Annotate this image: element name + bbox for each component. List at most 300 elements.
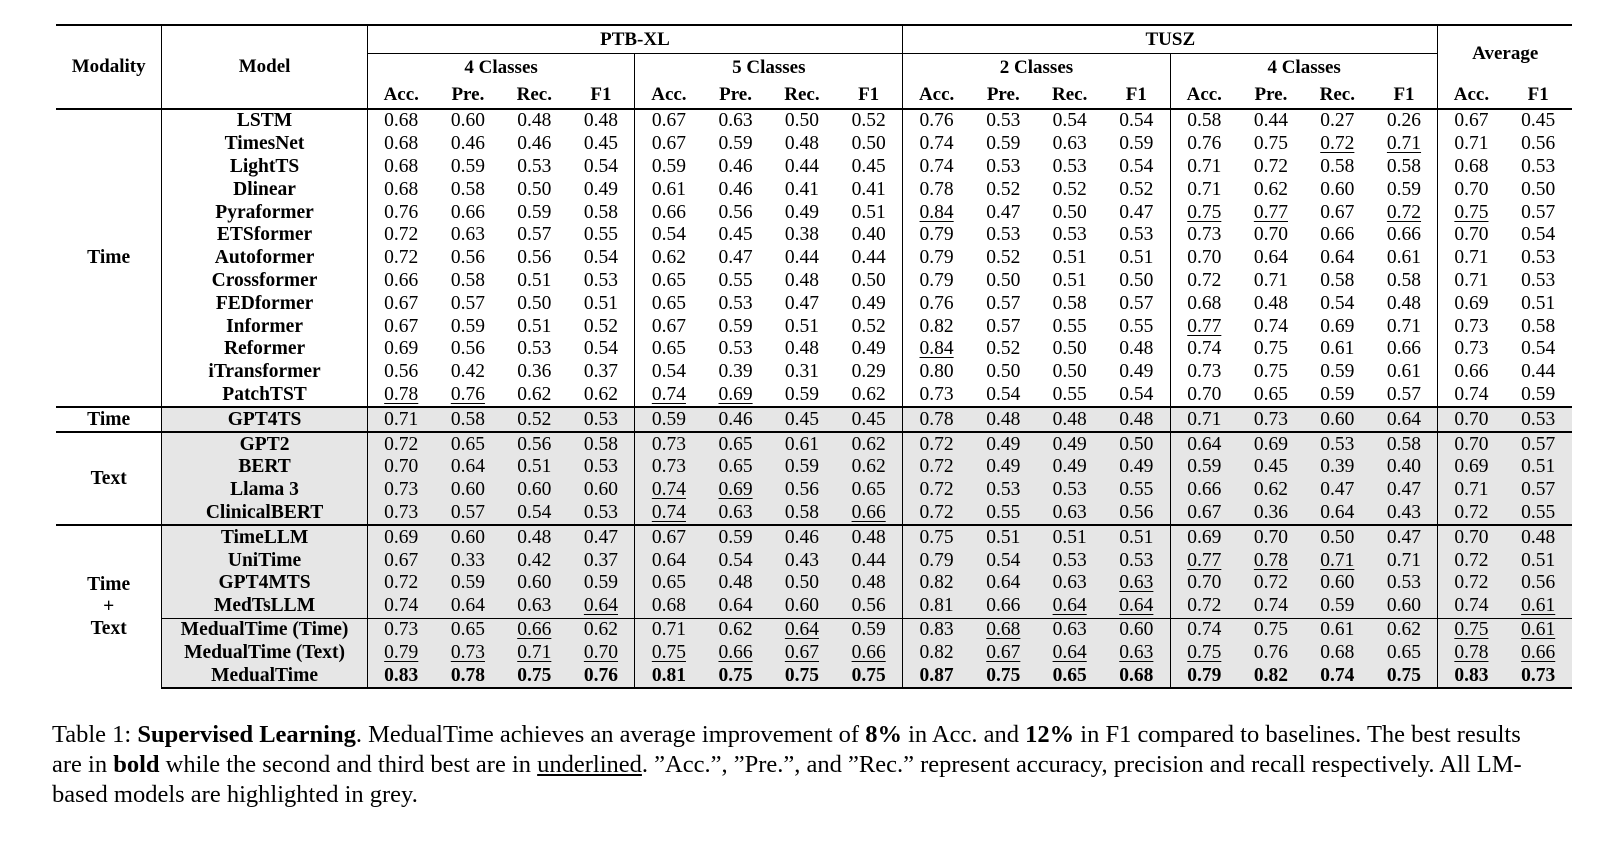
value-cell bbox=[1438, 618, 1504, 641]
value-text: 0.62 bbox=[718, 618, 753, 640]
value-text: 0.59 bbox=[517, 201, 552, 223]
value-text: 0.68 bbox=[1454, 155, 1489, 177]
value-text: 0.71 bbox=[1320, 549, 1355, 571]
value-text: 0.60 bbox=[1320, 178, 1355, 200]
value-cell bbox=[903, 407, 970, 432]
value-cell bbox=[367, 178, 434, 201]
value-text: 0.72 bbox=[1454, 549, 1489, 571]
model-name: Autoformer bbox=[162, 247, 367, 270]
value-text: 0.71 bbox=[384, 408, 419, 430]
value-cell bbox=[1238, 270, 1304, 293]
value-cell bbox=[1036, 384, 1102, 408]
value-cell bbox=[501, 270, 567, 293]
value-text: 0.43 bbox=[784, 549, 819, 571]
table-body bbox=[56, 109, 1572, 688]
value-text: 0.48 bbox=[718, 572, 753, 594]
metric-header: Acc. bbox=[903, 81, 970, 109]
value-cell bbox=[1504, 432, 1572, 456]
value-text: 0.59 bbox=[450, 315, 485, 337]
value-text: 0.56 bbox=[517, 247, 552, 269]
value-cell bbox=[903, 641, 970, 664]
value-text: 0.50 bbox=[1119, 269, 1154, 291]
value-cell bbox=[835, 664, 903, 688]
value-cell bbox=[769, 641, 835, 664]
value-text: 0.65 bbox=[651, 269, 686, 291]
caption-text: . ”Acc.”, ”Pre.”, and ”Rec.” represent accuracy, precision and recall respectively. All LM-based models are highlighted in grey. bbox=[52, 751, 1522, 808]
value-text: 0.64 bbox=[583, 595, 619, 617]
value-cell bbox=[567, 224, 634, 247]
value-text: 0.67 bbox=[1187, 501, 1222, 523]
table-row bbox=[56, 456, 1572, 479]
value-cell bbox=[1304, 664, 1370, 688]
value-text: 0.66 bbox=[1386, 338, 1422, 360]
modality-label: Time bbox=[87, 408, 131, 430]
value-cell bbox=[635, 572, 702, 595]
value-text: 0.63 bbox=[1052, 501, 1087, 523]
value-text: 0.67 bbox=[384, 315, 419, 337]
value-cell bbox=[903, 595, 970, 618]
value-cell bbox=[1504, 549, 1572, 572]
model-name: MedualTime (Time) bbox=[162, 618, 367, 641]
value-cell bbox=[1036, 178, 1102, 201]
value-cell bbox=[635, 549, 702, 572]
value-cell bbox=[435, 247, 501, 270]
value-text: 0.70 bbox=[1454, 224, 1489, 246]
value-text: 0.44 bbox=[784, 247, 819, 269]
value-cell bbox=[367, 224, 434, 247]
value-cell bbox=[567, 156, 634, 179]
value-text: 0.47 bbox=[1119, 201, 1154, 223]
value-cell bbox=[1438, 315, 1504, 338]
value-cell bbox=[769, 270, 835, 293]
caption-bold: 8% bbox=[865, 721, 902, 748]
value-cell bbox=[702, 270, 768, 293]
value-cell bbox=[1504, 664, 1572, 688]
value-text: 0.63 bbox=[450, 224, 485, 246]
value-cell bbox=[1504, 502, 1572, 526]
value-cell bbox=[501, 361, 567, 384]
value-cell bbox=[835, 315, 903, 338]
value-cell bbox=[1103, 133, 1170, 156]
value-cell bbox=[1504, 315, 1572, 338]
value-cell bbox=[769, 178, 835, 201]
value-text: 0.48 bbox=[1119, 408, 1154, 430]
value-text: 0.51 bbox=[1521, 549, 1556, 571]
value-cell bbox=[501, 595, 567, 618]
value-cell bbox=[1036, 224, 1102, 247]
value-cell bbox=[835, 618, 903, 641]
value-cell bbox=[1170, 270, 1237, 293]
modality-cell bbox=[56, 525, 162, 688]
value-text: 0.59 bbox=[651, 155, 686, 177]
value-text: 0.61 bbox=[1521, 618, 1556, 640]
value-text: 0.79 bbox=[384, 641, 419, 663]
value-cell bbox=[567, 384, 634, 408]
value-text: 0.44 bbox=[1253, 110, 1288, 132]
value-cell bbox=[567, 292, 634, 315]
value-text: 0.81 bbox=[919, 595, 954, 617]
value-text: 0.62 bbox=[851, 456, 886, 478]
value-cell bbox=[702, 201, 768, 224]
value-text: 0.60 bbox=[784, 595, 819, 617]
value-text: 0.64 bbox=[1320, 247, 1355, 269]
model-name: iTransformer bbox=[162, 361, 367, 384]
value-text: 0.74 bbox=[651, 383, 686, 405]
value-text: 0.71 bbox=[517, 641, 552, 663]
caption-bold: 12% bbox=[1025, 721, 1075, 748]
value-cell bbox=[1103, 315, 1170, 338]
value-text: 0.67 bbox=[384, 549, 419, 571]
value-cell bbox=[635, 456, 702, 479]
value-text: 0.71 bbox=[1454, 269, 1489, 291]
value-cell bbox=[1170, 247, 1237, 270]
value-text: 0.73 bbox=[1187, 224, 1222, 246]
value-cell bbox=[1238, 407, 1304, 432]
value-text: 0.72 bbox=[1187, 269, 1222, 291]
value-cell bbox=[970, 456, 1036, 479]
value-cell bbox=[501, 109, 567, 133]
value-cell bbox=[567, 201, 634, 224]
value-text: 0.69 bbox=[1320, 315, 1355, 337]
value-text: 0.66 bbox=[986, 595, 1021, 617]
value-cell bbox=[567, 502, 634, 526]
value-text: 0.66 bbox=[1521, 641, 1556, 663]
value-text: 0.55 bbox=[718, 269, 753, 291]
value-cell bbox=[903, 247, 970, 270]
value-cell bbox=[1438, 525, 1504, 549]
value-cell bbox=[1036, 201, 1102, 224]
value-cell bbox=[1304, 156, 1370, 179]
value-text: 0.54 bbox=[1119, 110, 1154, 132]
value-cell bbox=[1304, 292, 1370, 315]
value-text: 0.79 bbox=[919, 269, 954, 291]
value-text: 0.36 bbox=[1253, 501, 1288, 523]
value-text: 0.50 bbox=[1052, 338, 1087, 360]
metric-header: F1 bbox=[835, 81, 903, 109]
value-text: 0.50 bbox=[851, 269, 886, 291]
value-cell bbox=[635, 201, 702, 224]
value-cell bbox=[1170, 572, 1237, 595]
value-cell bbox=[1371, 664, 1438, 688]
value-cell bbox=[1036, 479, 1102, 502]
value-text: 0.51 bbox=[986, 526, 1021, 548]
value-cell bbox=[903, 292, 970, 315]
value-cell bbox=[1036, 641, 1102, 664]
value-text: 0.45 bbox=[583, 133, 619, 155]
table-row bbox=[56, 156, 1572, 179]
value-text: 0.60 bbox=[517, 479, 552, 501]
caption-underline: underlined bbox=[537, 751, 642, 778]
value-text: 0.51 bbox=[1521, 292, 1556, 314]
value-text: 0.73 bbox=[1187, 361, 1222, 383]
value-text: 0.79 bbox=[919, 549, 954, 571]
value-text: 0.29 bbox=[851, 361, 886, 383]
value-text: 0.73 bbox=[384, 479, 419, 501]
value-cell bbox=[1170, 502, 1237, 526]
value-text: 0.45 bbox=[784, 408, 819, 430]
value-cell bbox=[1238, 247, 1304, 270]
value-cell bbox=[835, 156, 903, 179]
value-cell bbox=[1238, 618, 1304, 641]
value-text: 0.51 bbox=[1521, 456, 1556, 478]
value-text: 0.58 bbox=[450, 178, 485, 200]
value-text: 0.61 bbox=[1320, 618, 1355, 640]
value-text: 0.74 bbox=[1187, 618, 1222, 640]
value-cell bbox=[1504, 247, 1572, 270]
value-text: 0.62 bbox=[851, 383, 886, 405]
value-cell bbox=[1504, 270, 1572, 293]
value-text: 0.72 bbox=[384, 572, 419, 594]
value-cell bbox=[1170, 456, 1237, 479]
value-text: 0.75 bbox=[1253, 361, 1288, 383]
value-text: 0.56 bbox=[517, 433, 552, 455]
value-text: 0.51 bbox=[1119, 526, 1154, 548]
value-cell bbox=[635, 502, 702, 526]
value-cell bbox=[635, 224, 702, 247]
value-text: 0.79 bbox=[1187, 664, 1222, 686]
value-cell bbox=[903, 270, 970, 293]
value-cell bbox=[702, 133, 768, 156]
value-text: 0.74 bbox=[919, 155, 954, 177]
value-cell bbox=[501, 502, 567, 526]
value-text: 0.60 bbox=[1119, 618, 1154, 640]
value-text: 0.64 bbox=[1119, 595, 1154, 617]
table-row bbox=[56, 201, 1572, 224]
value-cell bbox=[1304, 641, 1370, 664]
value-text: 0.60 bbox=[1320, 408, 1355, 430]
value-cell bbox=[1504, 384, 1572, 408]
value-cell bbox=[1304, 201, 1370, 224]
value-cell bbox=[435, 479, 501, 502]
value-text: 0.75 bbox=[1187, 641, 1222, 663]
value-cell bbox=[1036, 407, 1102, 432]
value-text: 0.47 bbox=[1320, 479, 1355, 501]
value-text: 0.74 bbox=[1454, 383, 1489, 405]
value-text: 0.59 bbox=[718, 133, 753, 155]
value-text: 0.67 bbox=[784, 641, 819, 663]
value-cell bbox=[970, 664, 1036, 688]
value-cell bbox=[970, 109, 1036, 133]
value-cell bbox=[435, 572, 501, 595]
value-cell bbox=[567, 479, 634, 502]
value-cell bbox=[1504, 156, 1572, 179]
value-cell bbox=[769, 292, 835, 315]
value-cell bbox=[1438, 338, 1504, 361]
value-text: 0.56 bbox=[384, 361, 419, 383]
value-cell bbox=[1438, 201, 1504, 224]
value-cell bbox=[835, 247, 903, 270]
value-cell bbox=[367, 270, 434, 293]
value-text: 0.48 bbox=[1119, 338, 1154, 360]
metric-header: Acc. bbox=[1438, 81, 1504, 109]
value-text: 0.78 bbox=[919, 408, 954, 430]
value-text: 0.56 bbox=[718, 201, 753, 223]
value-cell bbox=[769, 432, 835, 456]
value-text: 0.53 bbox=[583, 501, 619, 523]
value-cell bbox=[702, 361, 768, 384]
value-text: 0.62 bbox=[517, 383, 552, 405]
value-text: 0.46 bbox=[718, 178, 753, 200]
model-name: Reformer bbox=[162, 338, 367, 361]
value-text: 0.51 bbox=[1052, 247, 1087, 269]
value-cell bbox=[702, 407, 768, 432]
value-cell bbox=[1036, 315, 1102, 338]
value-text: 0.50 bbox=[1052, 361, 1087, 383]
value-cell bbox=[1103, 618, 1170, 641]
value-cell bbox=[702, 384, 768, 408]
value-text: 0.70 bbox=[1253, 526, 1288, 548]
value-cell bbox=[1170, 292, 1237, 315]
value-text: 0.69 bbox=[718, 383, 753, 405]
value-cell bbox=[567, 109, 634, 133]
value-cell bbox=[1238, 525, 1304, 549]
value-text: 0.68 bbox=[1187, 292, 1222, 314]
value-text: 0.44 bbox=[784, 155, 819, 177]
value-text: 0.53 bbox=[1052, 549, 1087, 571]
value-cell bbox=[835, 224, 903, 247]
value-cell bbox=[1170, 201, 1237, 224]
value-cell bbox=[970, 641, 1036, 664]
value-cell bbox=[435, 641, 501, 664]
value-text: 0.53 bbox=[1521, 269, 1556, 291]
value-text: 0.71 bbox=[1454, 479, 1489, 501]
value-text: 0.59 bbox=[450, 155, 485, 177]
value-text: 0.53 bbox=[986, 155, 1021, 177]
value-cell bbox=[835, 479, 903, 502]
value-text: 0.56 bbox=[784, 479, 819, 501]
value-text: 0.60 bbox=[1386, 595, 1422, 617]
value-text: 0.71 bbox=[1187, 178, 1222, 200]
value-text: 0.68 bbox=[651, 595, 686, 617]
value-cell bbox=[1170, 664, 1237, 688]
value-text: 0.72 bbox=[384, 224, 419, 246]
value-text: 0.51 bbox=[784, 315, 819, 337]
value-text: 0.75 bbox=[1386, 664, 1422, 686]
value-cell bbox=[1103, 479, 1170, 502]
value-cell bbox=[970, 270, 1036, 293]
value-cell bbox=[435, 292, 501, 315]
value-cell bbox=[435, 618, 501, 641]
metric-header: Acc. bbox=[1170, 81, 1237, 109]
value-text: 0.54 bbox=[651, 361, 686, 383]
value-cell bbox=[1103, 361, 1170, 384]
value-text: 0.62 bbox=[583, 618, 619, 640]
value-text: 0.27 bbox=[1320, 110, 1355, 132]
value-text: 0.49 bbox=[1119, 456, 1154, 478]
value-cell bbox=[567, 572, 634, 595]
value-text: 0.67 bbox=[651, 133, 686, 155]
value-text: 0.47 bbox=[1386, 479, 1422, 501]
value-cell bbox=[1103, 178, 1170, 201]
value-cell bbox=[1170, 525, 1237, 549]
value-cell bbox=[1103, 572, 1170, 595]
value-text: 0.66 bbox=[651, 201, 686, 223]
value-cell bbox=[501, 338, 567, 361]
value-text: 0.54 bbox=[1119, 383, 1154, 405]
model-header: Model bbox=[162, 25, 367, 109]
metric-header: Rec. bbox=[501, 81, 567, 109]
metric-header: Rec. bbox=[1304, 81, 1370, 109]
value-text: 0.61 bbox=[1320, 338, 1355, 360]
value-cell bbox=[635, 178, 702, 201]
value-text: 0.66 bbox=[1187, 479, 1222, 501]
value-text: 0.51 bbox=[517, 456, 552, 478]
value-text: 0.41 bbox=[784, 178, 819, 200]
value-cell bbox=[1438, 109, 1504, 133]
value-cell bbox=[1371, 525, 1438, 549]
value-text: 0.78 bbox=[1253, 549, 1288, 571]
value-text: 0.63 bbox=[517, 595, 552, 617]
value-cell bbox=[635, 479, 702, 502]
value-text: 0.67 bbox=[1320, 201, 1355, 223]
value-text: 0.70 bbox=[384, 456, 419, 478]
value-cell bbox=[1170, 407, 1237, 432]
value-text: 0.55 bbox=[1052, 315, 1087, 337]
value-cell bbox=[367, 641, 434, 664]
value-text: 0.52 bbox=[1119, 178, 1154, 200]
value-cell bbox=[835, 525, 903, 549]
value-cell bbox=[635, 133, 702, 156]
results-table-container bbox=[56, 24, 1572, 689]
value-text: 0.66 bbox=[517, 618, 552, 640]
value-cell bbox=[1304, 270, 1370, 293]
value-text: 0.48 bbox=[851, 526, 886, 548]
value-text: 0.39 bbox=[1320, 456, 1355, 478]
value-cell bbox=[367, 618, 434, 641]
value-text: 0.59 bbox=[1521, 383, 1556, 405]
value-text: 0.62 bbox=[1386, 618, 1422, 640]
value-cell bbox=[435, 156, 501, 179]
model-name: Pyraformer bbox=[162, 201, 367, 224]
value-text: 0.56 bbox=[450, 338, 485, 360]
value-text: 0.66 bbox=[450, 201, 485, 223]
value-text: 0.75 bbox=[651, 641, 686, 663]
value-cell bbox=[1103, 247, 1170, 270]
value-text: 0.73 bbox=[651, 456, 686, 478]
value-text: 0.83 bbox=[384, 664, 419, 686]
table-row bbox=[56, 224, 1572, 247]
value-text: 0.48 bbox=[1521, 526, 1556, 548]
value-cell bbox=[835, 292, 903, 315]
value-cell bbox=[367, 525, 434, 549]
table-row bbox=[56, 572, 1572, 595]
value-text: 0.65 bbox=[718, 456, 753, 478]
value-cell bbox=[903, 502, 970, 526]
value-cell bbox=[1238, 315, 1304, 338]
value-text: 0.64 bbox=[1187, 433, 1222, 455]
value-text: 0.50 bbox=[1320, 526, 1355, 548]
value-cell bbox=[567, 549, 634, 572]
value-cell bbox=[435, 525, 501, 549]
value-cell bbox=[835, 178, 903, 201]
value-text: 0.87 bbox=[919, 664, 954, 686]
value-text: 0.70 bbox=[1187, 383, 1222, 405]
value-text: 0.74 bbox=[651, 479, 686, 501]
value-text: 0.71 bbox=[1386, 133, 1422, 155]
value-cell bbox=[1304, 525, 1370, 549]
value-cell bbox=[702, 224, 768, 247]
modality-label: Text bbox=[90, 467, 127, 489]
value-cell bbox=[970, 549, 1036, 572]
value-text: 0.74 bbox=[1253, 315, 1288, 337]
value-cell bbox=[635, 109, 702, 133]
value-cell bbox=[1036, 549, 1102, 572]
value-cell bbox=[702, 572, 768, 595]
value-cell bbox=[567, 664, 634, 688]
value-text: 0.65 bbox=[651, 338, 686, 360]
value-text: 0.56 bbox=[1521, 572, 1556, 594]
model-name: TimeLLM bbox=[162, 525, 367, 549]
